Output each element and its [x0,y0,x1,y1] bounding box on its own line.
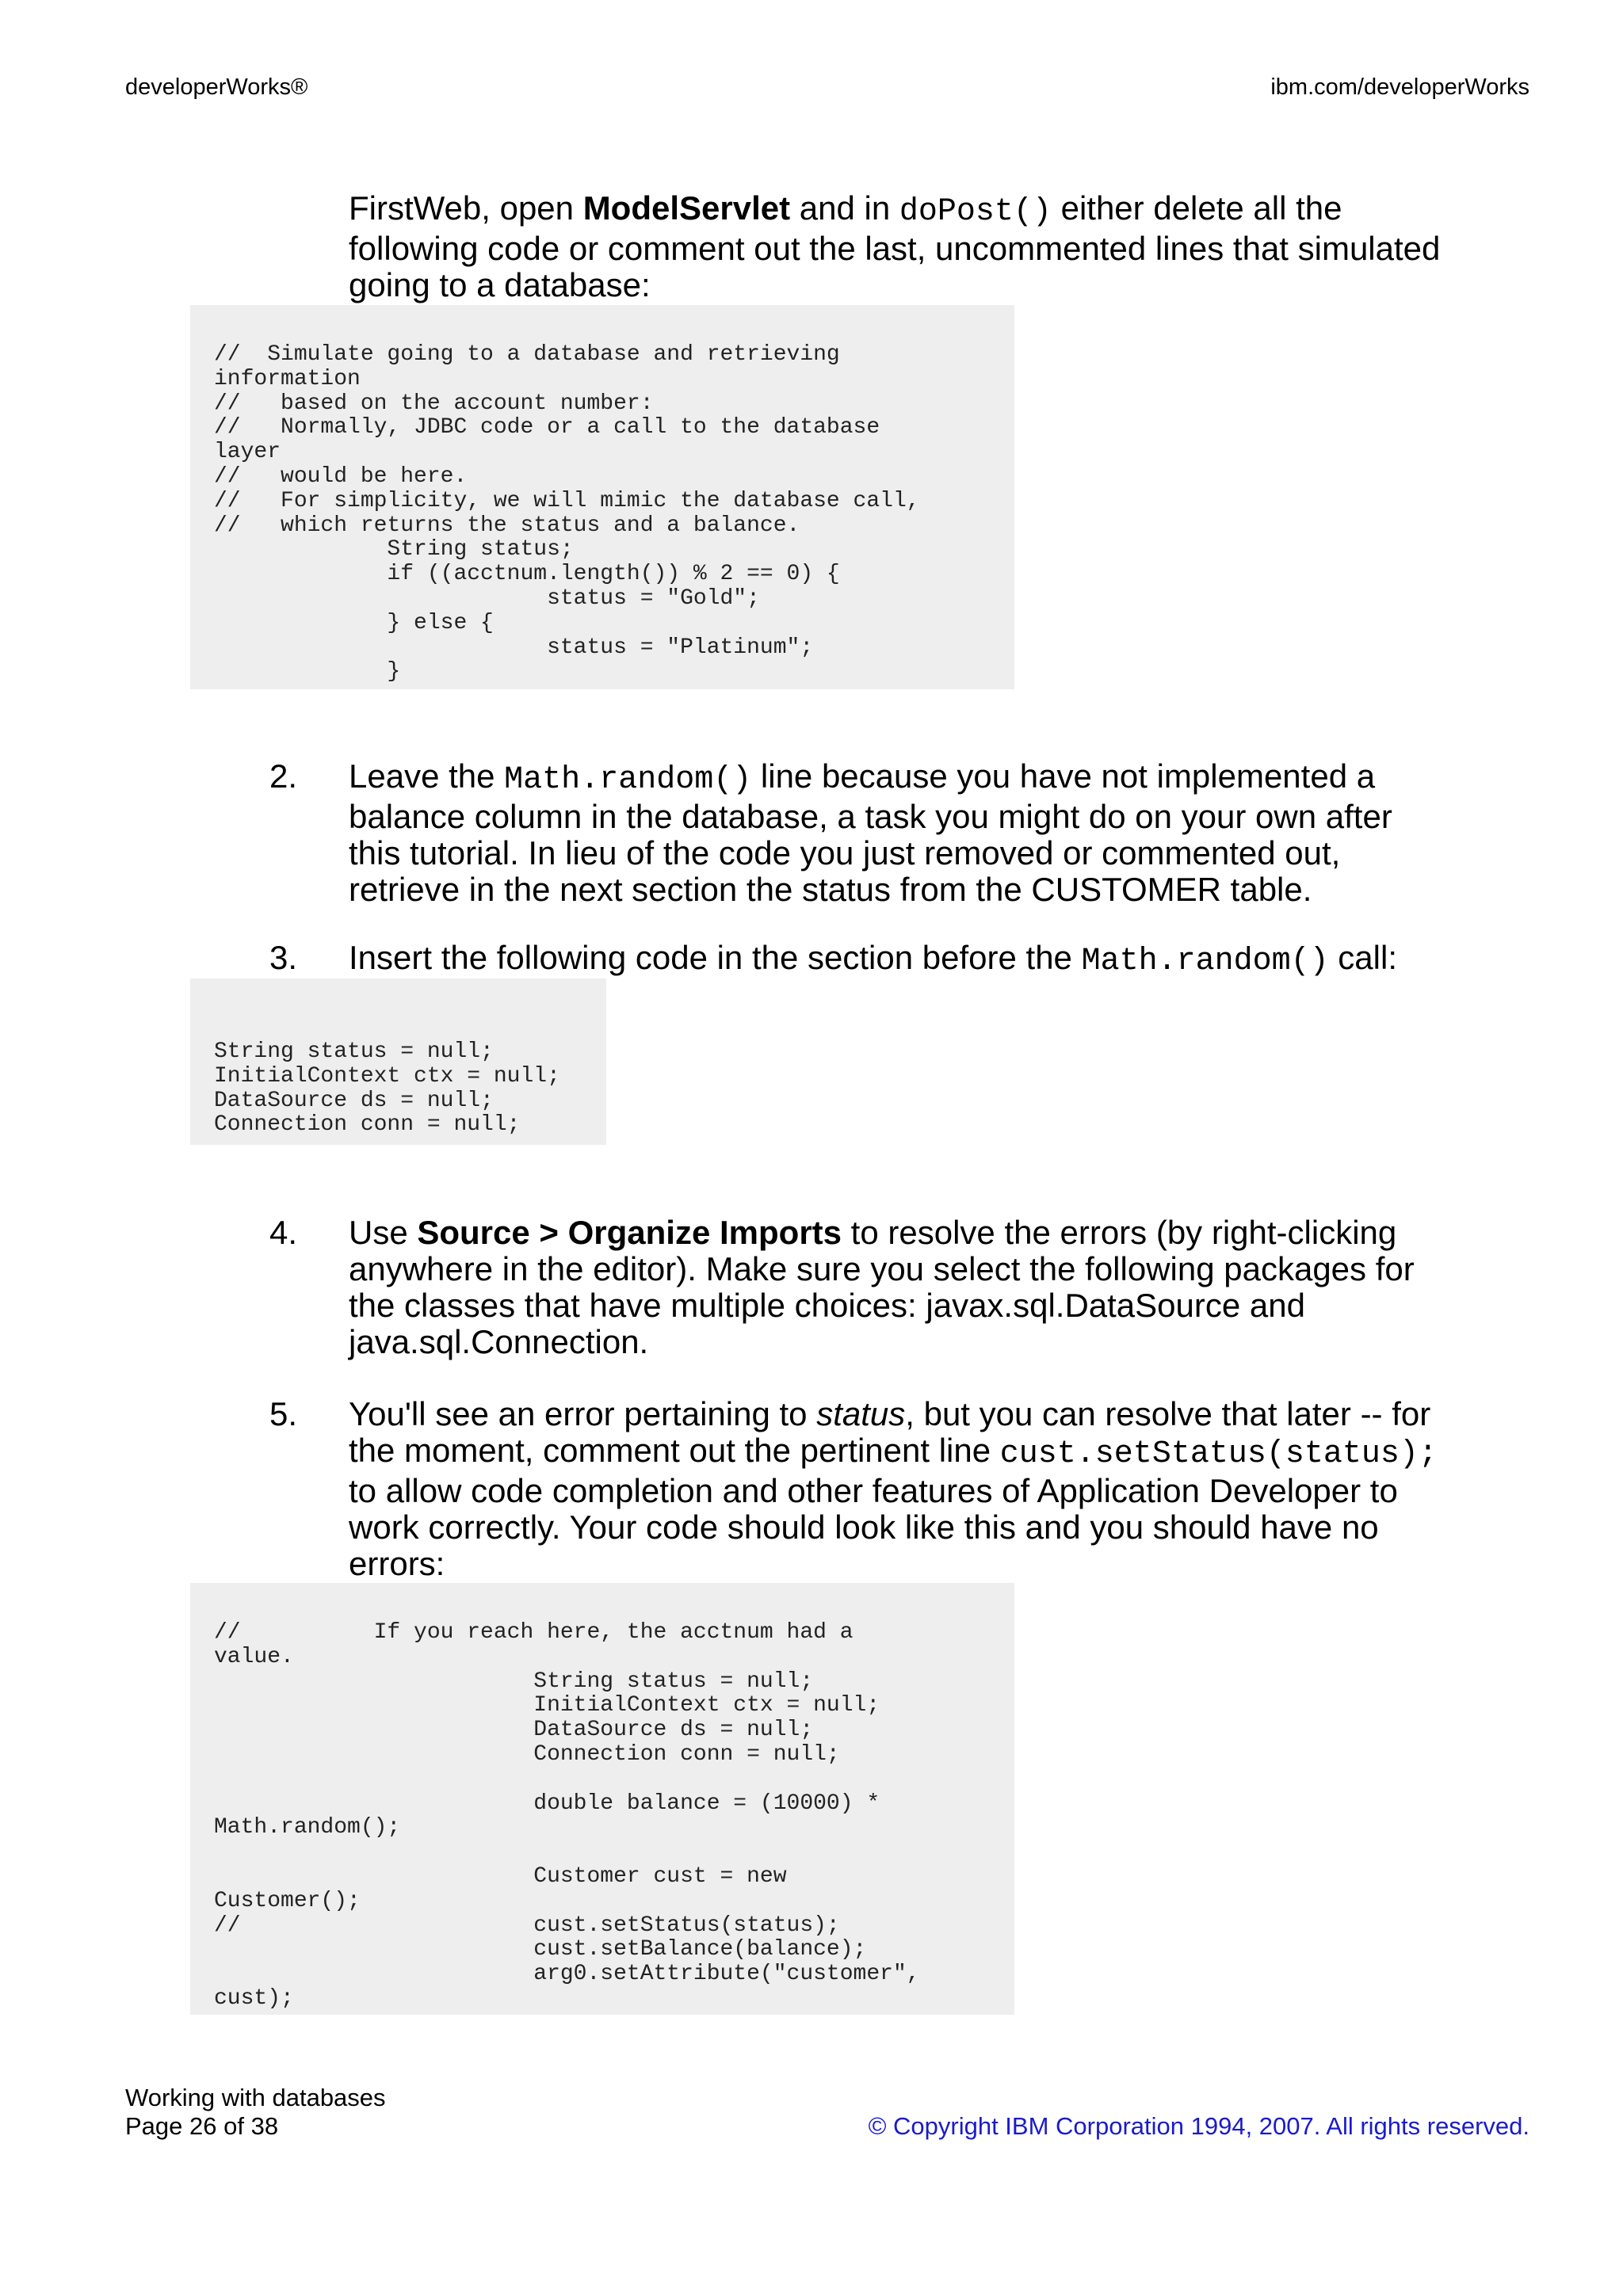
code-block-result [190,1583,1014,2015]
step-4-text: Use Source > Organize Imports to resolve the errors (by right-clicking anywhere in the editor). Make sure you select the following packages for the classes that have multiple choices: javax.sql.DataSource and java.sql.Connection. [349,1214,1415,1360]
servlet-name: ModelServlet [582,189,791,227]
inline-code: Math.random() [1081,944,1329,979]
step-number: 3. [269,939,298,976]
italic-term: status [816,1395,906,1432]
code-block-simulation [190,305,1014,689]
code-listing: // Simulate going to a database and retrieving information // based on the account number: // Normally, JDBC code or a call to the database layer // would be here. // For simplicity, we will mimic the database call, // which returns the status and a balance. String status; if ((acctnum.length()) % 2 == 0) { status = "Gold"; } else { status = "Platinum"; } [214,342,920,685]
header-site-url[interactable]: ibm.com/developerWorks [1270,74,1529,100]
menu-path: Source > Organize Imports [417,1214,842,1251]
footer-copyright-link[interactable]: © Copyright IBM Corporation 1994, 2007. All rights reserved. [868,2112,1529,2140]
inline-code: doPost() [899,194,1052,230]
code-block-declarations [190,978,606,1145]
step-2-text: Leave the Math.random() line because you have not implemented a balance column in the database, a task you might do on your own after this tutorial. In lieu of the code you just removed or commented out, retrieve in the next section the status from the CUSTOMER table. [349,757,1392,908]
footer-doc-title: Working with databases [125,2084,386,2111]
step-3-text: Insert the following code in the section before the Math.random() call: [349,939,1397,979]
code-listing: // If you reach here, the acctnum had a value. String status = null; InitialContext ctx = null; DataSource ds = null; Connection conn = null; double balance = (10000) * Math.random(); Customer cust = new Customer(); // cust.setStatus(status); cust.setBalance(balance); arg0.setAttribute("customer", cust); [214,1620,920,2011]
inline-code: cust.setStatus(status); [999,1436,1438,1472]
inline-code: Math.random() [504,762,752,798]
header-brand: developerWorks® [125,74,308,100]
code-listing: String status = null; InitialContext ctx = null; DataSource ds = null; Connection conn = null; [214,1039,560,1138]
footer-page-number: Page 26 of 38 [125,2112,279,2140]
step-number: 5. [269,1395,298,1432]
intro-paragraph: FirstWeb, open ModelServlet and in doPost() either delete all the following code or comment out the last, uncommented lines that simulated going to a database: [349,189,1441,303]
step-number: 2. [269,757,298,795]
step-5-text: You'll see an error pertaining to status, but you can resolve that later -- for the moment, comment out the pertinent line cust.setStatus(status); to allow code completion and other features of Application Developer to work correctly. Your code should look like this and you should have no errors: [349,1395,1438,1582]
step-number: 4. [269,1214,298,1251]
